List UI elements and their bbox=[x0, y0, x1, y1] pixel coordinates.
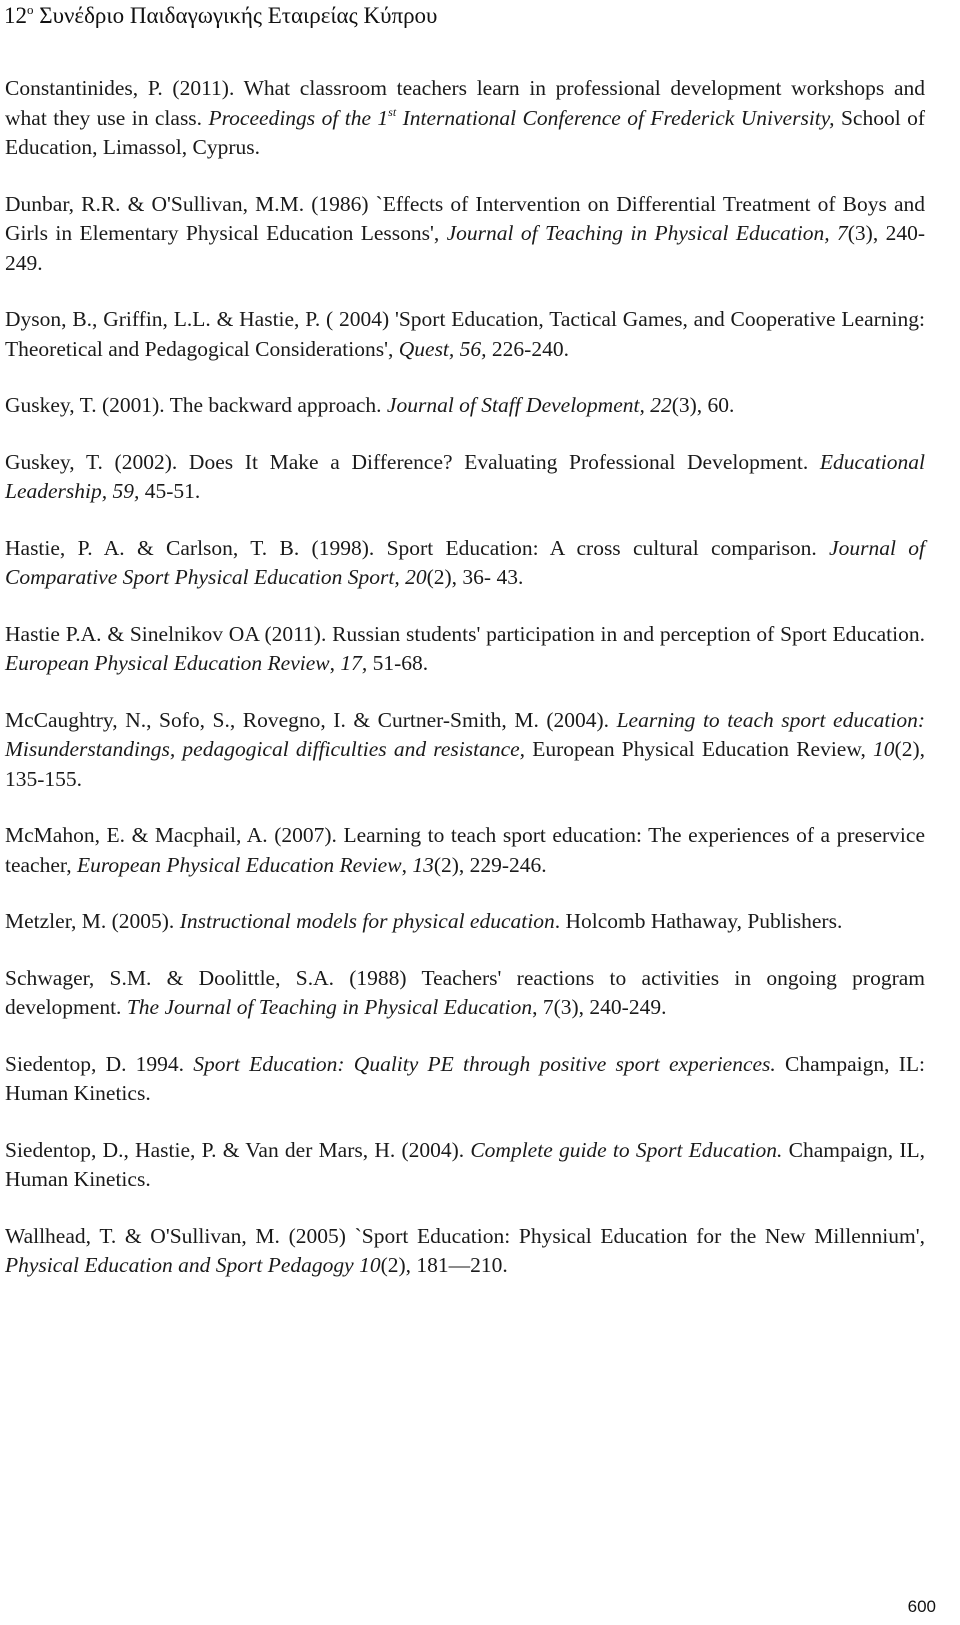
reference-text: (3), 240-249. bbox=[5, 221, 925, 275]
reference-text: European Physical Education Review, bbox=[525, 737, 874, 761]
reference-text: , 7(3), 240-249. bbox=[532, 995, 667, 1019]
reference-entry bbox=[5, 706, 925, 795]
reference-entry bbox=[5, 821, 925, 880]
reference-text: Hastie P.A. & Sinelnikov OA (2011). Russian students' participation in and perception of Sport Education. bbox=[5, 621, 925, 646]
reference-entry bbox=[5, 448, 925, 507]
reference-entry bbox=[5, 74, 925, 163]
reference-text: , bbox=[401, 852, 413, 877]
reference-italic-text: Educational Leadership, 59, bbox=[5, 449, 925, 503]
reference-entry bbox=[5, 620, 925, 679]
reference-entry bbox=[5, 190, 925, 279]
reference-text: Wallhead, T. & O'Sullivan, M. (2005) `Sport Education: Physical Education for the New Millennium', bbox=[5, 1223, 925, 1248]
reference-text: (2), 229-246. bbox=[433, 852, 547, 877]
reference-entry bbox=[5, 305, 925, 364]
reference-entry bbox=[5, 1050, 925, 1109]
reference-italic-text: Journal of Staff Development, 22 bbox=[386, 393, 672, 417]
reference-entry bbox=[5, 534, 925, 593]
page-number: 600 bbox=[907, 1597, 936, 1616]
reference-text: 226-240. bbox=[486, 336, 569, 361]
reference-italic-text: Learning to teach sport education: Misunderstandings, pedagogical difficulties and resistance, bbox=[5, 707, 925, 761]
reference-italic-text: 13 bbox=[412, 852, 434, 877]
reference-text: (2), 36- 43. bbox=[426, 565, 524, 589]
reference-italic-text: 10 bbox=[873, 737, 895, 761]
running-header bbox=[4, 2, 437, 30]
reference-text: Siedentop, D. 1994. bbox=[5, 1051, 194, 1076]
reference-text: . Holcomb Hathaway, Publishers. bbox=[554, 909, 843, 933]
reference-text: McMahon, E. & Macphail, A. (2007). Learning to teach sport education: The experiences of a preservice teacher, bbox=[5, 823, 925, 877]
reference-text: School of Education, Limassol, Cyprus. bbox=[5, 105, 925, 159]
reference-text: Constantinides, P. (2011). What classroom teachers learn in professional development workshops and what they use in class. bbox=[5, 76, 925, 130]
reference-italic-text: The Journal of Teaching in Physical Education bbox=[126, 995, 533, 1019]
reference-text: Metzler, M. (2005). bbox=[5, 909, 180, 933]
reference-text: McCaughtry, N., Sofo, S., Rovegno, I. & Curtner-Smith, M. (2004). bbox=[5, 707, 617, 732]
reference-entry bbox=[5, 391, 925, 421]
reference-text: Dunbar, R.R. & O'Sullivan, M.M. (1986) `Effects of Intervention on Differential Treatment of Boys and Girls in Elementary Physical Education Lessons', bbox=[5, 191, 925, 245]
reference-italic-text: European Physical Education Review bbox=[5, 651, 330, 675]
reference-text: Guskey, T. (2001). The backward approach. bbox=[5, 393, 387, 417]
reference-text: (2), 135-155. bbox=[5, 737, 925, 791]
reference-italic-text: Complete guide to Sport Education. bbox=[470, 1137, 783, 1162]
reference-entry bbox=[5, 964, 925, 1023]
reference-text: Siedentop, D., Hastie, P. & Van der Mars, H. (2004). bbox=[5, 1137, 471, 1162]
reference-text: Dyson, B., Griffin, L.L. & Hastie, P. ( 2004) 'Sport Education, Tactical Games, and Cooperative Learning: Theoretical and Pedagogical Considerations', bbox=[5, 307, 925, 361]
reference-entry bbox=[5, 1222, 925, 1281]
reference-italic-text: 17, bbox=[340, 651, 368, 675]
reference-text: 51-68. bbox=[367, 651, 429, 675]
reference-text: Guskey, T. (2002). Does It Make a Difference? Evaluating Professional Development. bbox=[5, 449, 820, 474]
reference-italic-text: Physical Education and Sport Pedagogy 10 bbox=[5, 1253, 381, 1277]
reference-italic-text: Proceedings of the 1 bbox=[208, 105, 389, 130]
reference-entry bbox=[5, 907, 925, 937]
reference-italic-text: Quest, 56, bbox=[398, 336, 487, 361]
reference-italic-text: European Physical Education Review bbox=[76, 852, 402, 877]
reference-superscript: st bbox=[388, 104, 397, 119]
reference-text: Champaign, IL: Human Kinetics. bbox=[5, 1051, 925, 1105]
header-title-superscript: ο bbox=[27, 2, 34, 17]
reference-italic-text: Instructional models for physical education bbox=[179, 909, 555, 933]
reference-text: 45-51. bbox=[139, 479, 201, 503]
reference-text: Schwager, S.M. & Doolittle, S.A. (1988) Teachers' reactions to activities in ongoing program development. bbox=[5, 965, 925, 1019]
reference-italic-text: International Conference of Frederick University, bbox=[396, 105, 835, 130]
reference-italic-text: Journal of Teaching in Physical Education, 7 bbox=[446, 221, 848, 245]
reference-text: Hastie, P. A. & Carlson, T. B. (1998). Sport Education: A cross cultural comparison. bbox=[5, 535, 830, 560]
reference-italic-text: Sport Education: Quality PE through positive sport experiences. bbox=[193, 1051, 776, 1076]
header-title-text: Συνέδριο Παιδαγωγικής Εταιρείας Κύπρου bbox=[33, 3, 438, 28]
reference-entry bbox=[5, 1136, 925, 1195]
reference-text: , bbox=[329, 651, 341, 675]
reference-text: (3), 60. bbox=[671, 393, 735, 417]
header-title-number: 12 bbox=[4, 3, 27, 28]
reference-list bbox=[5, 74, 925, 1308]
reference-text: Champaign, IL, Human Kinetics. bbox=[5, 1137, 925, 1191]
reference-italic-text: Journal of Comparative Sport Physical Education Sport, 20 bbox=[5, 535, 925, 589]
reference-text: (2), 181—210. bbox=[380, 1253, 508, 1277]
